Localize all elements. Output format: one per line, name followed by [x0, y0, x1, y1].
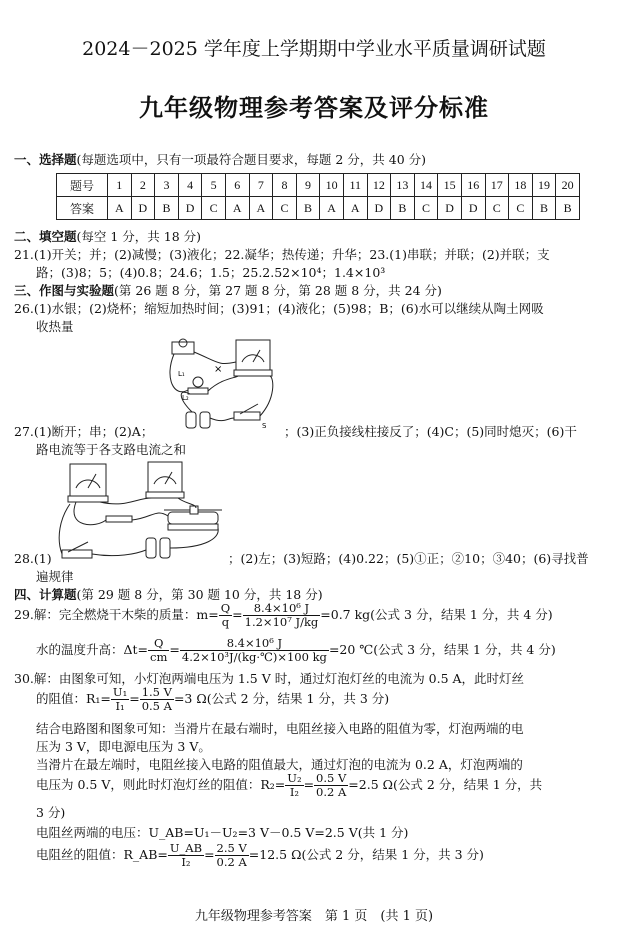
q28-line1a: 28.(1) [14, 551, 52, 566]
question-number-cell: 19 [532, 174, 556, 197]
answer-cell: B [155, 197, 179, 220]
q30-line2: 的阻值：R₁= $\frac{\text{U₁}}{\text{I₁}}$ = $\frac{1.5 V}{0.5 A}$ =3 Ω(公式 2 分，结果 1 分，共 3 分) [36, 685, 390, 713]
section2-heading: 二、填空题(每空 1 分，共 18 分) [14, 229, 202, 244]
question-number-cell: 16 [461, 174, 485, 197]
q27-line1b: ；(3)正负接线柱接反了；(4)C；(5)同时熄灭；(6)干 [284, 424, 577, 439]
q30-line9: 电阻丝的阻值：R_AB= $\frac{U\_AB}{\text{I₂}}$ = $\frac{2.5 V}{0.2 A}$ =12.5 Ω(公式 2 分，结果 1 分，共 3 分) [36, 841, 484, 869]
answer-cell: A [320, 197, 344, 220]
question-number-cell: 20 [556, 174, 580, 197]
answer-cell: A [225, 197, 249, 220]
question-number-cell: 10 [320, 174, 344, 197]
question-number-cell: 5 [202, 174, 226, 197]
q27-line1a: 27.(1)断开；串；(2)A； [14, 424, 154, 439]
answer-cell: B [296, 197, 320, 220]
answer-cell: C [414, 197, 438, 220]
switch-icon-q28 [62, 550, 92, 558]
q26-line1: 26.(1)水银；(2)烧杯；缩短加热时间；(3)91；(4)液化；(5)98；B；(6)水可以继续从陶土网吸 [14, 301, 544, 316]
answer-cell: A [108, 197, 132, 220]
answer-cell: A [343, 197, 367, 220]
bulb-l1-icon [179, 339, 187, 347]
answer-label: 答案 [57, 197, 108, 220]
q29-line1: 29.解：完全燃烧干木柴的质量：m= $\frac{Q}{q}$ = $\frac{\text{8.4×10⁶ J}}{\text{1.2×10⁷ J/kg}}$ =0.7 kg(公式 3 分，结果 1 分，共 4 分) [14, 601, 553, 629]
question-number-cell: 12 [367, 174, 391, 197]
q21-line1: 21.(1)开关；并；(2)减慢；(3)液化；22.凝华；热传递；升华；23.(1)串联；并联；(2)并联；支 [14, 247, 550, 262]
answer-cell: D [178, 197, 202, 220]
answer-cell: D [367, 197, 391, 220]
resistor-icon [106, 516, 132, 522]
answer-cell: D [461, 197, 485, 220]
question-number-cell: 6 [225, 174, 249, 197]
switch-icon [234, 412, 260, 420]
question-number-cell: 7 [249, 174, 273, 197]
battery-icon [186, 412, 196, 428]
exam-title: 2024－2025 学年度上学期期中学业水平质量调研试题 [82, 38, 546, 60]
label-l1: L₁ [178, 370, 185, 378]
question-number-cell: 11 [343, 174, 367, 197]
section3-heading: 三、作图与实验题(第 26 题 8 分，第 27 题 8 分，第 28 题 8 分，共 24 分) [14, 283, 442, 298]
section1-heading: 一、选择题(每题选项中，只有一项最符合题目要求，每题 2 分，共 40 分) [14, 152, 427, 167]
answer-cell: C [509, 197, 533, 220]
q30-line4: 压为 3 V，即电源电压为 3 V。 [36, 739, 211, 754]
circuit-diagram-q27 [158, 338, 278, 430]
battery-icon-q28 [146, 538, 156, 558]
q27-line2: 路电流等于各支路电流之和 [36, 442, 187, 457]
question-number-cell: 3 [155, 174, 179, 197]
page-footer: 九年级物理参考答案 第 1 页 (共 1 页) [194, 909, 434, 924]
answer-cell: B [391, 197, 415, 220]
answer-cell: B [532, 197, 556, 220]
q30-line7: 3 分) [36, 805, 66, 820]
question-number-cell: 13 [391, 174, 415, 197]
question-number-cell: 9 [296, 174, 320, 197]
q30-line1: 30.解：由图象可知，小灯泡两端电压为 1.5 V 时，通过灯泡灯丝的电流为 0.5 A，此时灯丝 [14, 671, 525, 686]
question-number-label: 题号 [57, 174, 108, 197]
answer-cell: C [485, 197, 509, 220]
q26-line2: 收热量 [36, 319, 74, 334]
bulb-l1-holder [172, 342, 194, 354]
q21-line2: 路；(3)8；5；(4)0.8；24.6；1.5；25.2.52×10⁴；1.4×10³ [36, 265, 386, 280]
q30-line3: 结合电路图和图象可知：当滑片在最右端时，电阻丝接入电路的阻值为零，灯泡两端的电 [36, 721, 524, 736]
answer-cell: C [273, 197, 297, 220]
section4-heading: 四、计算题(第 29 题 8 分，第 30 题 10 分，共 18 分) [14, 587, 323, 602]
label-l2: L₂ [182, 394, 189, 402]
answer-cell: D [131, 197, 155, 220]
svg-text:×: × [214, 364, 223, 375]
answer-cell: A [249, 197, 273, 220]
question-number-cell: 17 [485, 174, 509, 197]
battery-icon-q28-2 [160, 538, 170, 558]
question-number-cell: 8 [273, 174, 297, 197]
question-number-cell: 18 [509, 174, 533, 197]
question-number-cell: 1 [108, 174, 132, 197]
q30-line6: 电压为 0.5 V，则此时灯泡灯丝的阻值：R₂= $\frac{\text{U₂}}{\text{I₂}}$ = $\frac{0.5 V}{0.2 A}$ =2.5 Ω(公式 2 分，结果 1 分，共 [36, 771, 543, 799]
q30-line8: 电阻丝两端的电压：U_AB=U₁－U₂=3 V－0.5 V=2.5 V(共 1 分) [36, 825, 409, 840]
bulb-l2-icon [193, 377, 203, 387]
question-number-cell: 15 [438, 174, 462, 197]
question-number-cell: 14 [414, 174, 438, 197]
circuit-diagram-q28 [56, 458, 226, 566]
answer-cell: B [556, 197, 580, 220]
q29-line2: 水的温度升高：Δt= $\frac{Q}{cm}$ = $\frac{\text{8.4×10⁶ J}}{\text{4.2×10³J/(kg·℃)×100 kg}}$ =20 ℃(公式 3 分，结果 1 分，共 4 分) [36, 636, 556, 664]
question-number-cell: 4 [178, 174, 202, 197]
q28-line1b: ；(2)左；(3)短路；(4)0.22；(5)①正；②10；③40；(6)寻找普 [228, 551, 589, 566]
question-number-cell: 2 [131, 174, 155, 197]
answer-table [56, 173, 580, 220]
answer-key-title: 九年级物理参考答案及评分标准 [139, 93, 489, 122]
answer-cell: D [438, 197, 462, 220]
answer-cell: C [202, 197, 226, 220]
battery-icon-2 [200, 412, 210, 428]
label-s: S [262, 422, 267, 430]
q30-line5: 当滑片在最左端时，电阻丝接入电路的阻值最大，通过灯泡的电流为 0.2 A，灯泡两端的 [36, 757, 523, 772]
q28-line2: 遍规律 [36, 569, 74, 584]
